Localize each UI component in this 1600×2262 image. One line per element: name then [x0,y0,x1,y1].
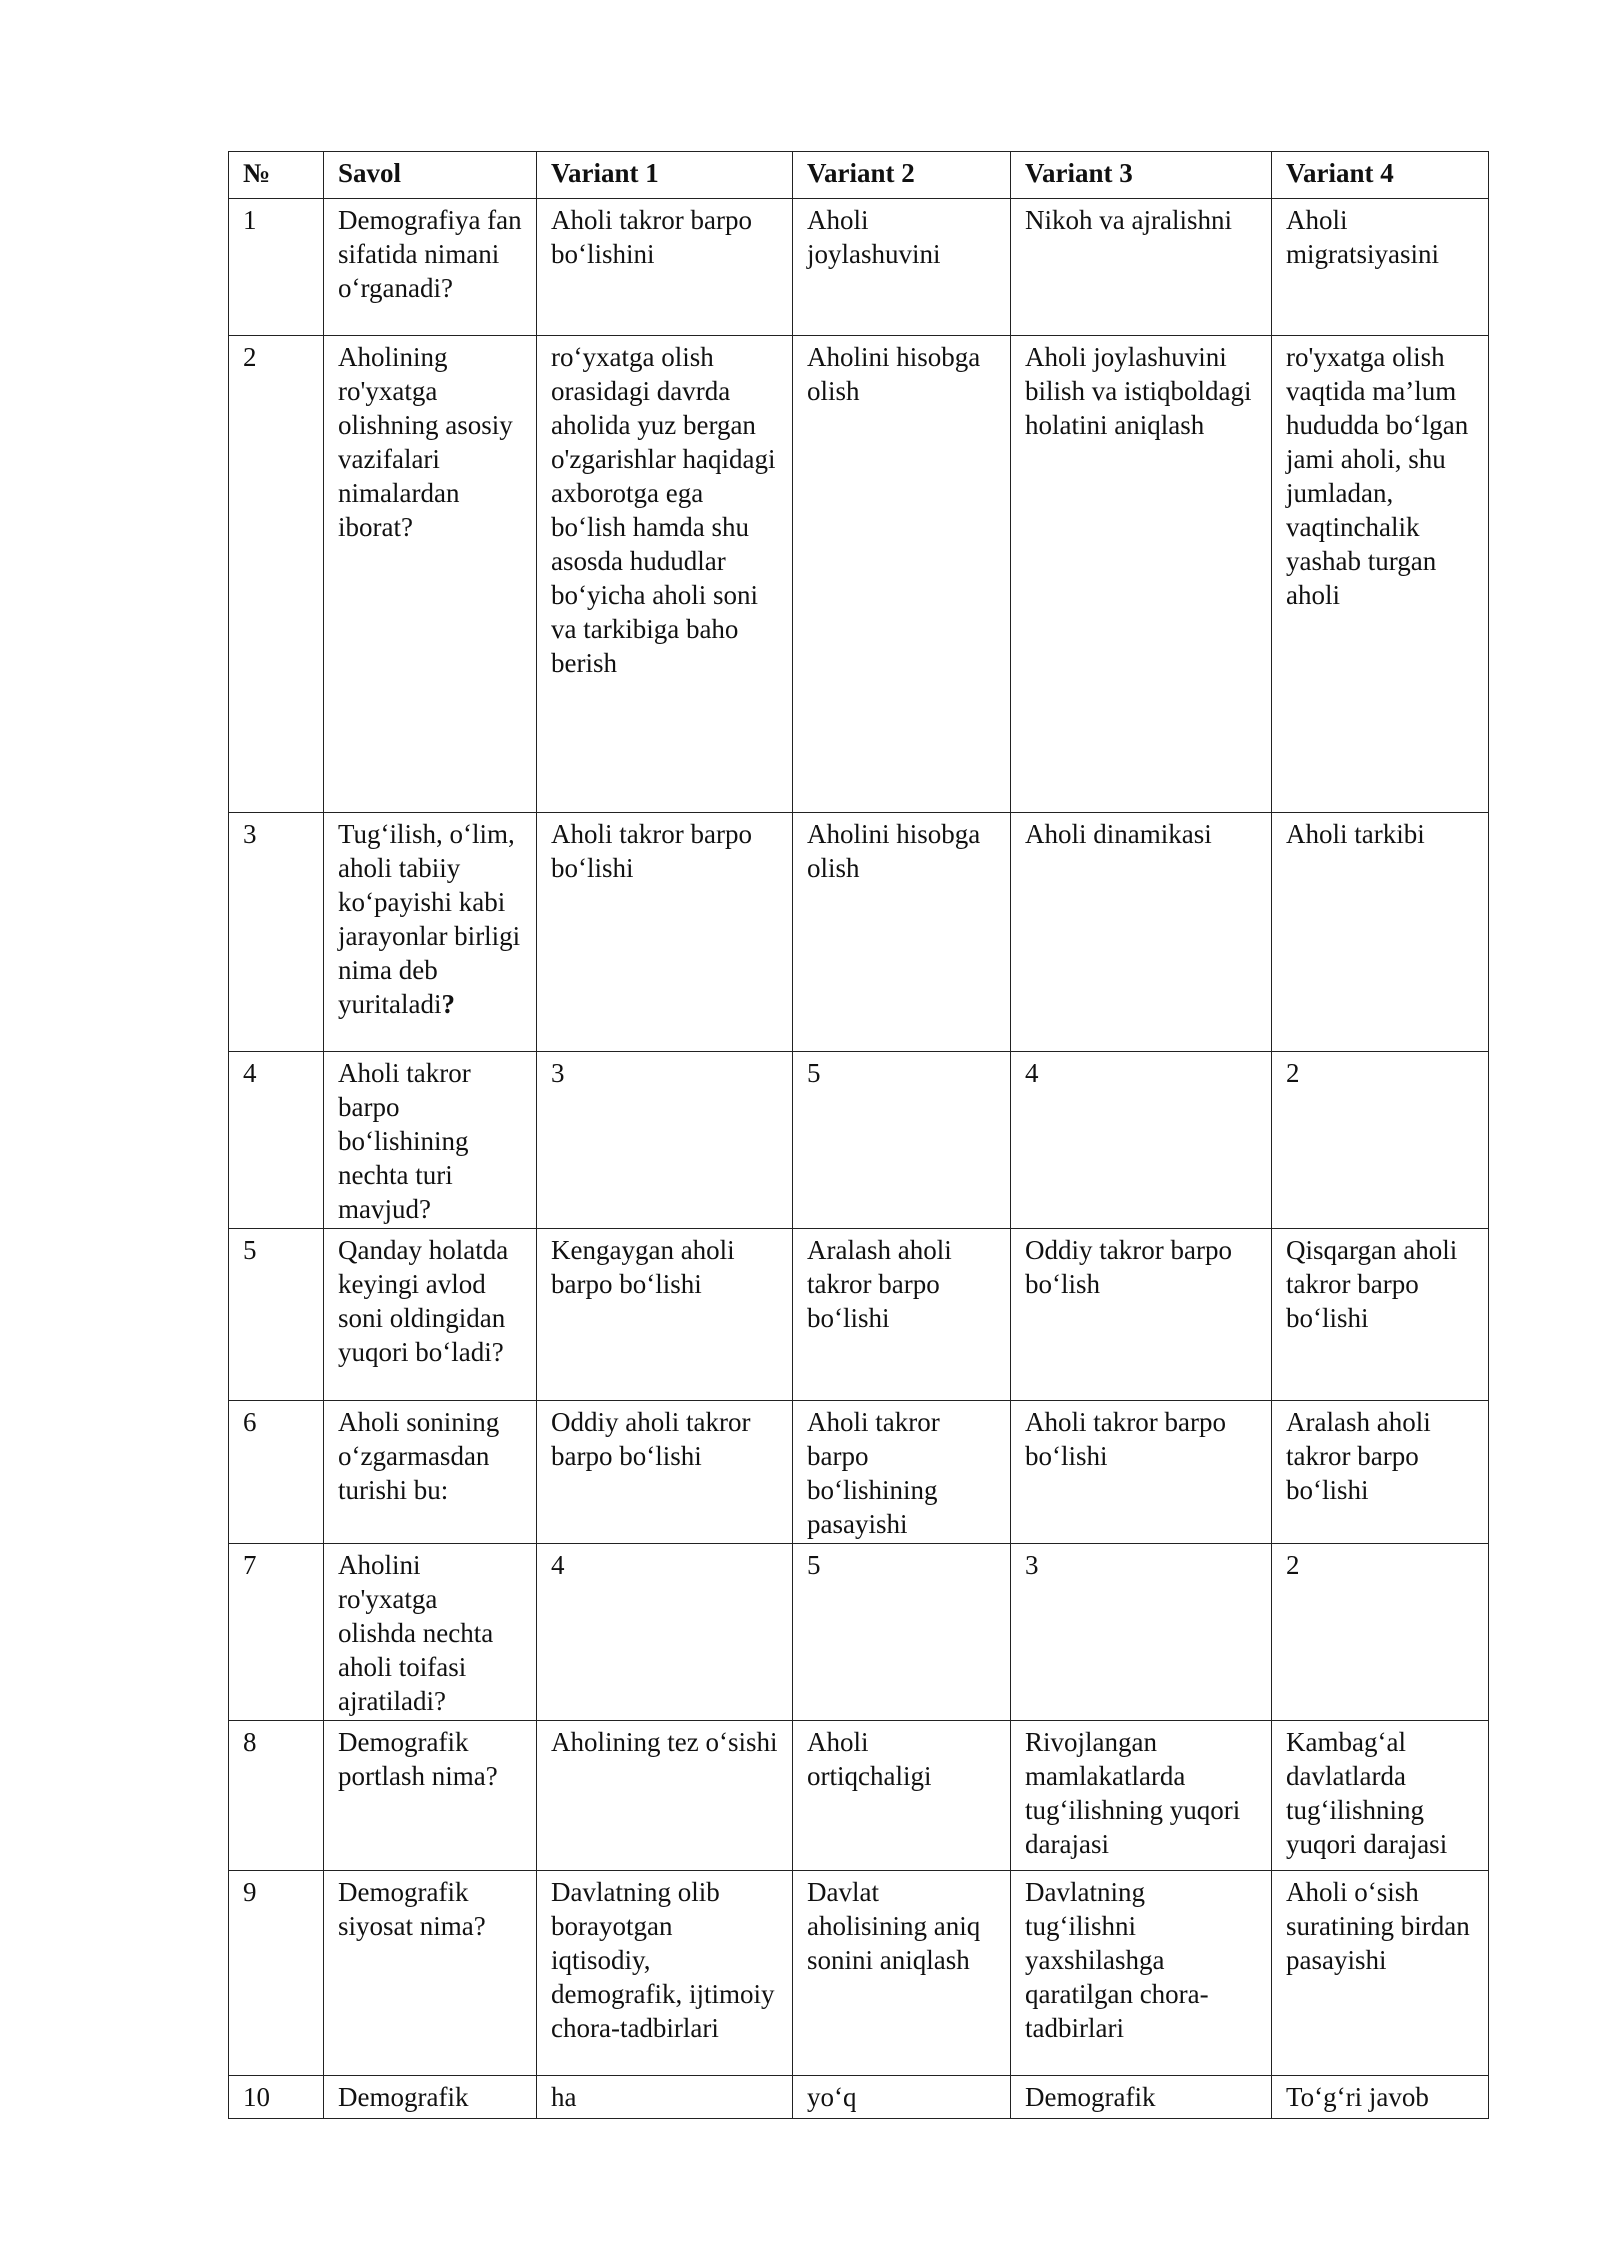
variant-3-cell: Demografik [1011,2076,1272,2119]
table-row [229,199,1489,336]
header-variant-4: Variant 4 [1272,152,1489,199]
variant-3-cell: Rivojlangan mamlakatlarda tug‘ilishning yuqori darajasi [1011,1721,1272,1871]
variant-2-cell: Aholini hisobga olish [793,336,1011,813]
variant-3-cell: 4 [1011,1052,1272,1229]
question-cell: Demografik [324,2076,537,2119]
variant-1-cell: Oddiy aholi takror barpo bo‘lishi [537,1401,793,1544]
variant-3-cell: Aholi dinamikasi [1011,813,1272,1052]
header-variant-3: Variant 3 [1011,152,1272,199]
row-number: 10 [229,2076,324,2119]
variant-3-cell: Aholi takror barpo bo‘lishi [1011,1401,1272,1544]
question-cell: Demografik portlash nima? [324,1721,537,1871]
row-number: 4 [229,1052,324,1229]
question-cell: Aholini ro'yxatga olishda nechta aholi toifasi ajratiladi? [324,1544,537,1721]
header-variant-1: Variant 1 [537,152,793,199]
question-cell: Aholi takror barpo bo‘lishining nechta turi mavjud? [324,1052,537,1229]
question-mark: ? [441,989,455,1019]
row-number: 6 [229,1401,324,1544]
variant-3-cell: Davlatning tug‘ilishni yaxshilashga qaratilgan chora-tadbirlari [1011,1871,1272,2076]
variant-4-cell: Kambag‘al davlatlarda tug‘ilishning yuqori darajasi [1272,1721,1489,1871]
variant-1-cell: Aholining tez o‘sishi [537,1721,793,1871]
table-row [229,813,1489,1052]
variant-4-cell: 2 [1272,1544,1489,1721]
variant-1-cell: 4 [537,1544,793,1721]
question-cell: Aholining ro'yxatga olishning asosiy vazifalari nimalardan iborat? [324,336,537,813]
row-number: 5 [229,1229,324,1401]
variant-2-cell: 5 [793,1052,1011,1229]
variant-1-cell: Kengaygan aholi barpo bo‘lishi [537,1229,793,1401]
header-question: Savol [324,152,537,199]
header-variant-2: Variant 2 [793,152,1011,199]
variant-3-cell: Aholi joylashuvini bilish va istiqboldagi holatini aniqlash [1011,336,1272,813]
variant-4-cell: Aholi migratsiyasini [1272,199,1489,336]
variant-4-cell: ro'yxatga olish vaqtida ma’lum hududda bo‘lgan jami aholi, shu jumladan, vaqtinchalik yashab turgan aholi [1272,336,1489,813]
variant-1-cell: ro‘yxatga olish orasidagi davrda aholida yuz bergan o'zgarishlar haqidagi axborotga ega bo‘lish hamda shu asosda hududlar bo‘yicha aholi soni va tarkibiga baho berish [537,336,793,813]
variant-1-cell: 3 [537,1052,793,1229]
variant-3-cell: 3 [1011,1544,1272,1721]
header-number: № [229,152,324,199]
table-row [229,1544,1489,1721]
variant-2-cell: Aholini hisobga olish [793,813,1011,1052]
question-cell: Qanday holatda keyingi avlod soni oldingidan yuqori bo‘ladi? [324,1229,537,1401]
variant-2-cell: 5 [793,1544,1011,1721]
variant-4-cell: Qisqargan aholi takror barpo bo‘lishi [1272,1229,1489,1401]
variant-1-cell: ha [537,2076,793,2119]
table-row [229,1871,1489,2076]
variant-2-cell: Aralash aholi takror barpo bo‘lishi [793,1229,1011,1401]
table-row [229,1401,1489,1544]
table-row [229,336,1489,813]
question-text: Tug‘ilish, o‘lim, aholi tabiiy ko‘payishi kabi jarayonlar birligi nima deb yuritaladi [338,819,521,1019]
variant-4-cell: 2 [1272,1052,1489,1229]
variant-2-cell: yo‘q [793,2076,1011,2119]
variant-3-cell: Oddiy takror barpo bo‘lish [1011,1229,1272,1401]
variant-2-cell: Aholi joylashuvini [793,199,1011,336]
variant-3-cell: Nikoh va ajralishni [1011,199,1272,336]
question-cell: Aholi sonining o‘zgarmasdan turishi bu: [324,1401,537,1544]
variant-1-cell: Davlatning olib borayotgan iqtisodiy, demografik, ijtimoiy chora-tadbirlari [537,1871,793,2076]
question-cell [324,813,537,1052]
variant-1-cell: Aholi takror barpo bo‘lishini [537,199,793,336]
variant-4-cell: Aralash aholi takror barpo bo‘lishi [1272,1401,1489,1544]
table-row [229,1229,1489,1401]
variant-2-cell: Aholi ortiqchaligi [793,1721,1011,1871]
row-number: 9 [229,1871,324,2076]
row-number: 2 [229,336,324,813]
row-number: 7 [229,1544,324,1721]
variant-4-cell: Aholi tarkibi [1272,813,1489,1052]
variant-1-cell: Aholi takror barpo bo‘lishi [537,813,793,1052]
variant-4-cell: Aholi o‘sish suratining birdan pasayishi [1272,1871,1489,2076]
row-number: 8 [229,1721,324,1871]
question-cell: Demografik siyosat nima? [324,1871,537,2076]
variant-2-cell: Davlat aholisining aniq sonini aniqlash [793,1871,1011,2076]
row-number: 3 [229,813,324,1052]
quiz-table [228,151,1489,2119]
table-row [229,1721,1489,1871]
table-row [229,2076,1489,2119]
row-number: 1 [229,199,324,336]
variant-2-cell: Aholi takror barpo bo‘lishining pasayishi [793,1401,1011,1544]
table-header-row [229,152,1489,199]
variant-4-cell: To‘g‘ri javob [1272,2076,1489,2119]
question-cell: Demografiya fan sifatida nimani o‘rganadi? [324,199,537,336]
table-row [229,1052,1489,1229]
